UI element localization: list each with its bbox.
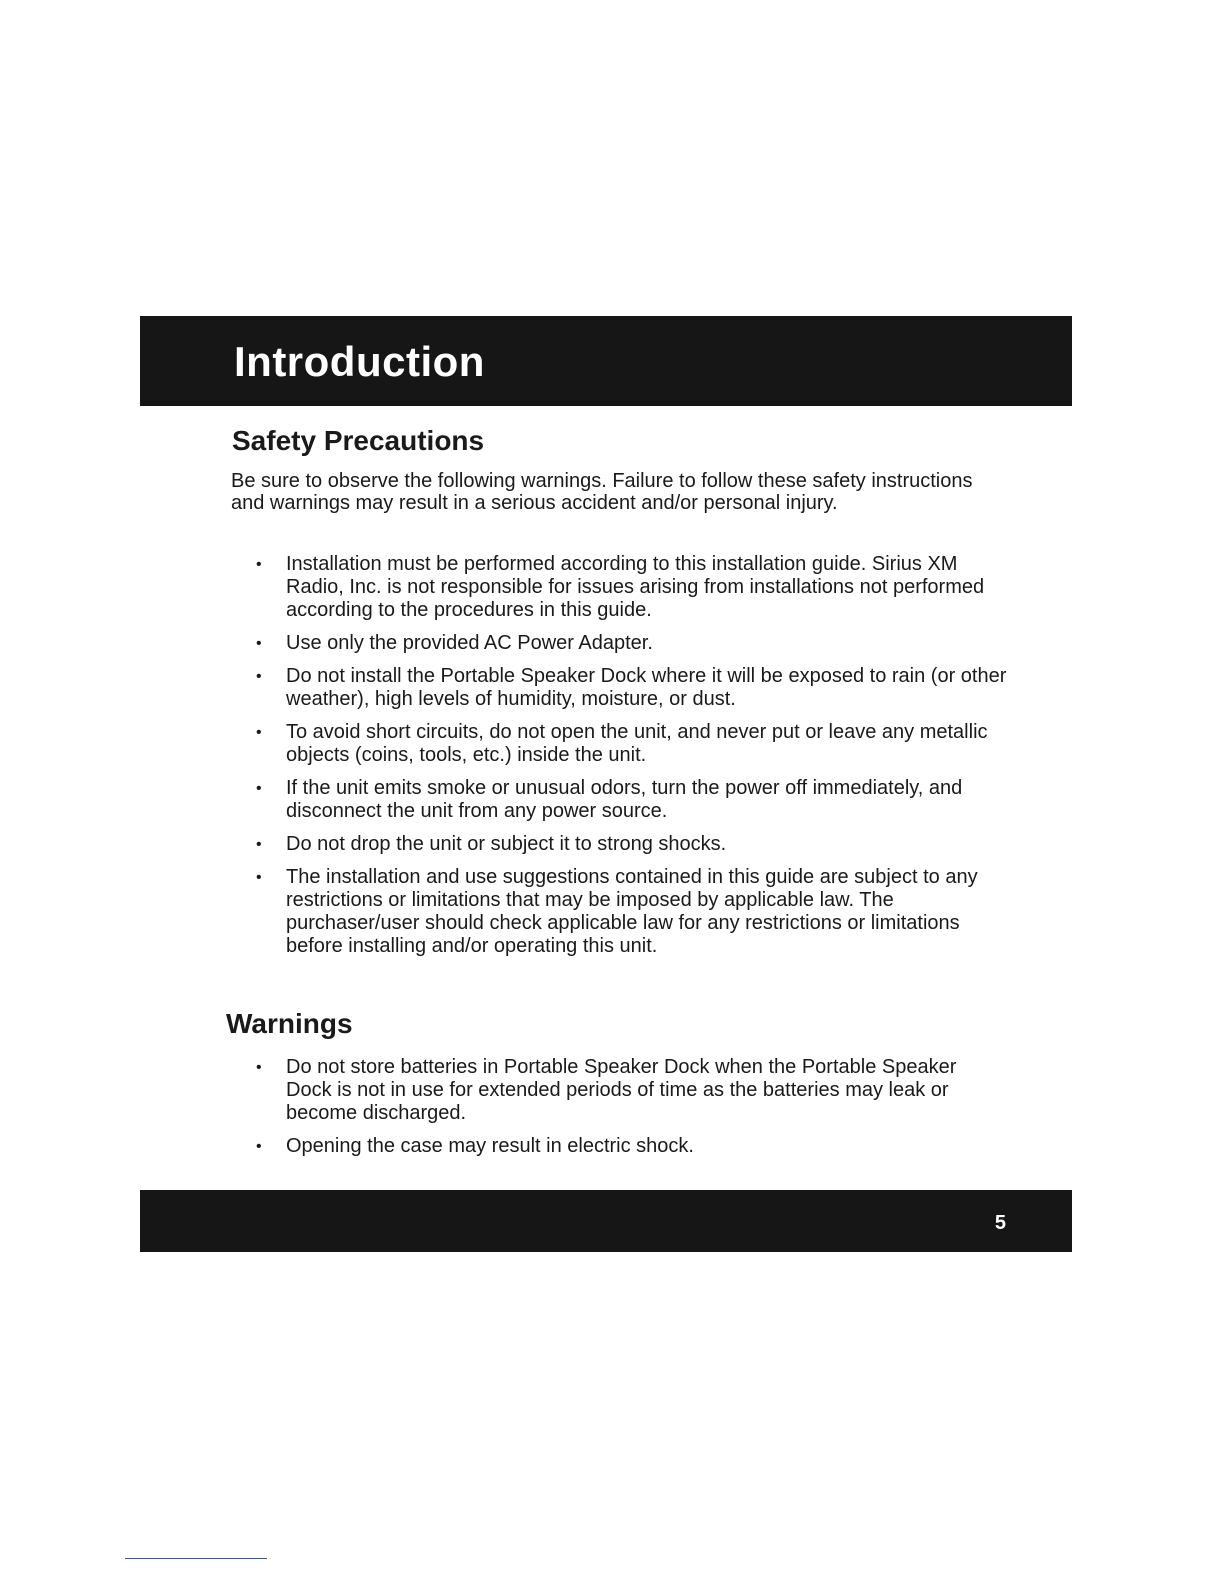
page-title: Introduction [234,338,485,385]
warnings-heading: Warnings [226,1008,353,1039]
bullet-icon: • [256,724,262,741]
list-item-text: Opening the case may result in electric shock. [286,1135,694,1157]
footer-bar [140,1190,1072,1252]
bullet-icon: • [256,780,262,797]
warnings-list [254,1056,994,1168]
list-item [254,833,1014,856]
list-item [254,777,1014,823]
bullet-icon: • [256,1059,262,1076]
bullet-icon: • [256,1138,262,1155]
safety-precautions-heading: Safety Precautions [232,425,485,456]
list-item [254,721,1014,767]
bullet-icon: • [256,556,262,573]
list-item [254,553,1014,622]
list-item-text: If the unit emits smoke or unusual odors, turn the power off immediately, and disconnect the unit from any power source. [286,777,963,822]
list-item [254,632,1014,655]
list-item-text: To avoid short circuits, do not open the unit, and never put or leave any metallic objects (coins, tools, etc.) inside the unit. [286,721,988,766]
footnote-rule [125,1558,267,1559]
list-item [254,1056,994,1125]
bullet-icon: • [256,668,262,685]
list-item-text: Do not store batteries in Portable Speaker Dock when the Portable Speaker Dock is not in use for extended periods of time as the batteries may leak or become discharged. [286,1056,957,1124]
list-item-text: Do not drop the unit or subject it to strong shocks. [286,833,727,855]
list-item-text: The installation and use suggestions contained in this guide are subject to any restrictions or limitations that may be imposed by applicable law. The purchaser/user should check applicable law for any restrictions or limitations before installing and/or operating this unit. [286,866,978,957]
page-number: 5 [994,1212,1006,1234]
safety-precautions-list [254,553,1014,968]
list-item [254,866,1014,958]
bullet-icon: • [256,869,262,886]
bullet-icon: • [256,635,262,652]
list-item-text: Installation must be performed according to this installation guide. Sirius XM Radio, Inc. is not responsible for issues arising from installations not performed according to the procedures in this guide. [286,553,985,621]
safety-intro-paragraph: Be sure to observe the following warnings. Failure to follow these safety instructions and warnings may result in a serious accident and/or personal injury. [231,470,973,514]
header-bar [140,316,1072,406]
list-item [254,1135,994,1158]
list-item-text: Use only the provided AC Power Adapter. [286,632,653,654]
bullet-icon: • [256,836,262,853]
list-item-text: Do not install the Portable Speaker Dock where it will be exposed to rain (or other weather), high levels of humidity, moisture, or dust. [286,665,1007,710]
list-item [254,665,1014,711]
